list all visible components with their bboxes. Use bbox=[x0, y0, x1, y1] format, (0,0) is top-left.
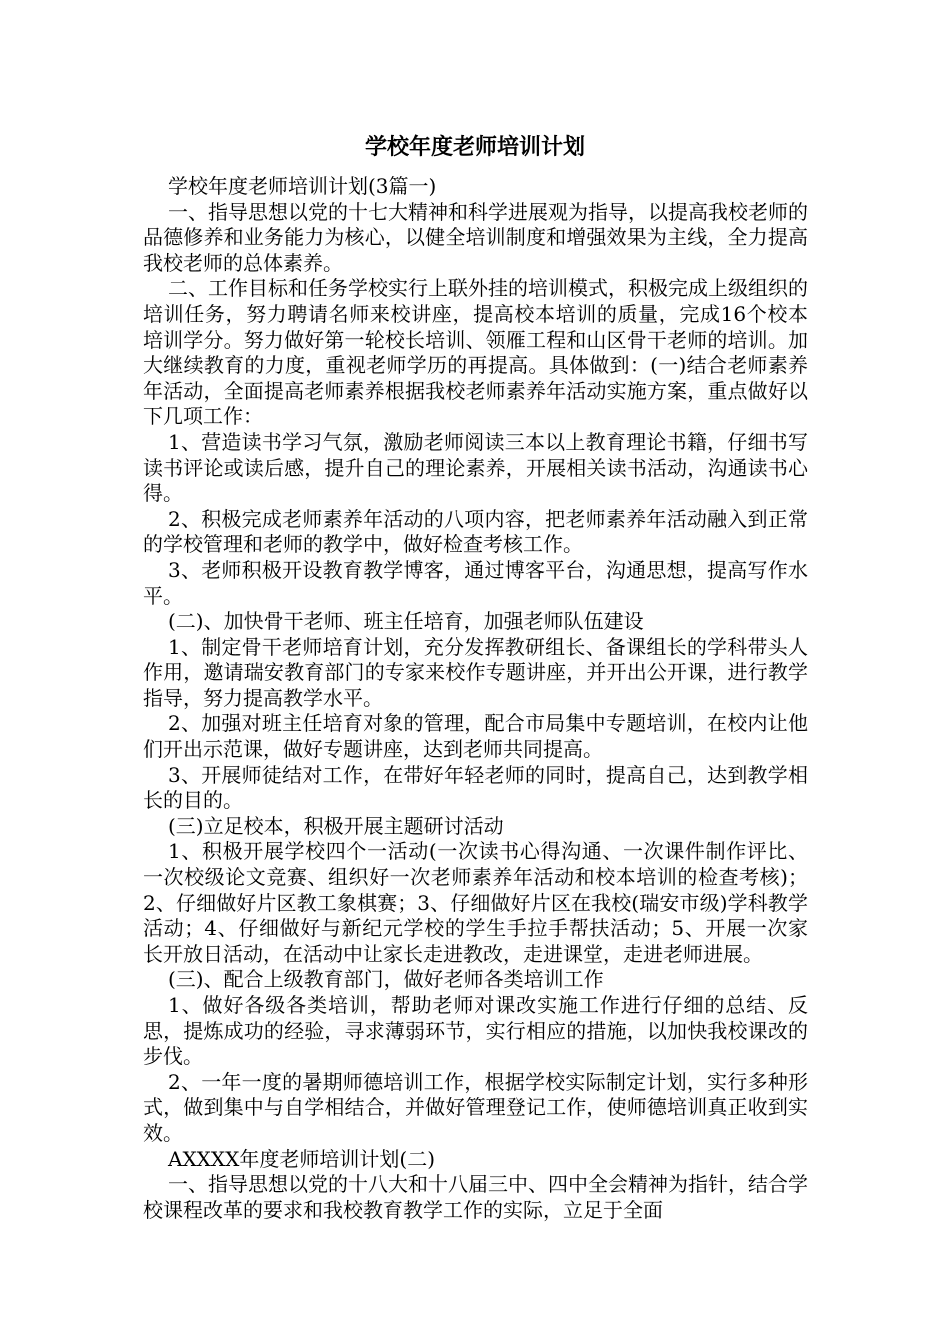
paragraph-cooperation-heading: (三)、配合上级教育部门，做好老师各类培训工作 bbox=[168, 967, 604, 992]
paragraph-training-levels: 1、做好各级各类培训，帮助老师对课改实施工作进行仔细的总结、反思，提炼成功的经验，寻求薄弱环节，实行相应的措施，以加快我校课改的步伐。 bbox=[143, 993, 808, 1069]
paragraph-activities-list: 1、积极开展学校四个一活动(一次读书心得沟通、一次课件制作评比、一次校级论文竞赛、组织好一次老师素养年活动和校本培训的检查考核)；2、仔细做好片区教工象棋赛；3、仔细做好片区在我校(瑞安市级)学科教学活动；4、仔细做好与新纪元学校的学生手拉手帮扶活动；5、开展一次家长开放日活动，在活动中让家长走进教改，走进课堂，走进老师进展。 bbox=[143, 839, 808, 966]
paragraph-backbone-heading: (二)、加快骨干老师、班主任培育，加强老师队伍建设 bbox=[168, 609, 644, 634]
paragraph-guiding-ideology: 一、指导思想以党的十七大精神和科学进展观为指导，以提高我校老师的品德修养和业务能力为核心，以健全培训制度和增强效果为主线，全力提高我校老师的总体素养。 bbox=[143, 199, 808, 275]
document-body bbox=[143, 174, 808, 1223]
paragraph-teacher-blog: 3、老师积极开设教育教学博客，通过博客平台，沟通思想，提高写作水平。 bbox=[143, 557, 808, 608]
paragraph-goals-tasks: 二、工作目标和任务学校实行上联外挂的培训模式，积极完成上级组织的培训任务，努力聘请名师来校讲座，提高校本培训的质量，完成16个校本培训学分。努力做好第一轮校长培训、领雁工程和山区骨干老师的培训。加大继续教育的力度，重视老师学历的再提高。具体做到：(一)结合老师素养年活动，全面提高老师素养根据我校老师素养年活动实施方案，重点做好以下几项工作： bbox=[143, 276, 808, 429]
paragraph-school-based-heading: (三)立足校本，积极开展主题研讨活动 bbox=[168, 813, 504, 838]
paragraph-quality-year: 2、积极完成老师素养年活动的八项内容，把老师素养年活动融入到正常的学校管理和老师的教学中，做好检查考核工作。 bbox=[143, 506, 808, 557]
paragraph-mentor-pairing: 3、开展师徒结对工作，在带好年轻老师的同时，提高自己，达到教学相长的目的。 bbox=[143, 762, 808, 813]
paragraph-backbone-plan: 1、制定骨干老师培育计划，充分发挥教研组长、备课组长的学科带头人作用，邀请瑞安教育部门的专家来校作专题讲座，并开出公开课，进行教学指导，努力提高教学水平。 bbox=[143, 634, 808, 710]
document-title: 学校年度老师培训计划 bbox=[364, 135, 585, 160]
paragraph-reading-atmosphere: 1、营造读书学习气氛，激励老师阅读三本以上教育理论书籍，仔细书写读书评论或读后感，提升自己的理论素养，开展相关读书活动，沟通读书心得。 bbox=[143, 429, 808, 506]
paragraph-class-teacher: 2、加强对班主任培育对象的管理，配合市局集中专题培训，在校内让他们开出示范课，做好专题讲座，达到老师共同提高。 bbox=[143, 711, 808, 762]
paragraph-guiding-ideology-2: 一、指导思想以党的十八大和十八届三中、四中全会精神为指针，结合学校课程改革的要求和我校教育教学工作的实际，立足于全面 bbox=[143, 1172, 808, 1222]
paragraph-section-heading-1: 学校年度老师培训计划(3篇一) bbox=[168, 174, 437, 198]
paragraph-summer-ethics: 2、一年一度的暑期师德培训工作，根据学校实际制定计划，实行多种形式，做到集中与自学相结合，并做好管理登记工作，使师德培训真正收到实效。 bbox=[143, 1069, 808, 1145]
paragraph-section-heading-2: AXXXX年度老师培训计划(二) bbox=[168, 1146, 436, 1171]
